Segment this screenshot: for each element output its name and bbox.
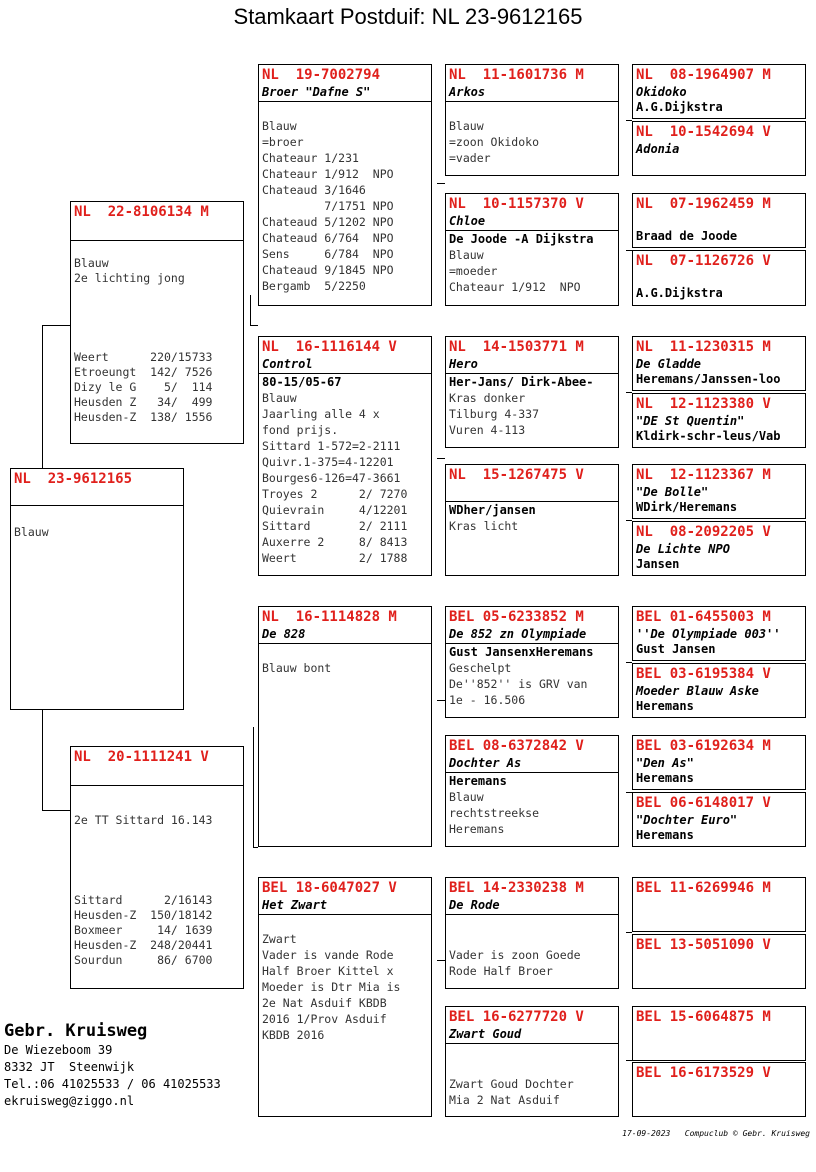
info-line [449,931,615,947]
pedigree-mother [70,746,244,989]
bird-name [636,270,802,286]
owner: Heremans [636,771,694,785]
info-line: Chateaud 9/1845 NPO [262,263,394,277]
ring-number: BEL 01-6455003 M [636,609,771,625]
info-line: Blauw [262,391,297,405]
owner: WDirk/Heremans [636,500,738,514]
info-line [74,873,240,888]
connector-line [42,325,70,326]
connector-line [437,458,445,459]
bird-name: De Rode [449,898,500,912]
connector-line [437,183,445,184]
info-line: Chateaur 1/912 NPO [262,167,394,181]
info-line: Half Broer Kittel x [262,964,394,978]
ring-number: NL 07-1962459 M [636,196,771,212]
bird-name [449,484,615,500]
bird-name [636,954,802,970]
bird-name: "De Bolle" [636,485,709,499]
owner: A.G.Dijkstra [636,100,723,114]
info-line: 2e TT Sittard 16.143 [74,813,213,827]
breeder-tel: Tel.:06 41025533 / 06 41025533 [4,1077,221,1091]
info-line: Jaarling alle 4 x [262,407,380,421]
bird-name [636,213,802,229]
owner: Kldirk-schr-leus/Vab [636,429,781,443]
bird-name: Broer "Dafne S" [262,85,371,99]
credit-line: 17-09-2023 Compuclub © Gebr. Kruisweg [622,1129,810,1138]
pedigree-fmm [445,464,619,576]
ring-number: BEL 18-6047027 V [262,880,397,896]
pedigree-ff [258,64,432,306]
info-line: Chateaur 1/231 [262,151,359,165]
info-line [74,316,240,331]
info-line: Tilburg 4-337 [449,407,540,421]
info-line: Heusden-Z 150/18142 [74,908,213,922]
info-line: Blauw [449,119,484,133]
owner: De Joode -A Dijkstra [449,232,594,246]
ring-number: NL 14-1503771 M [449,339,584,355]
info-line: Heusden-Z 248/20441 [74,938,213,952]
ring-number: NL 10-1157370 V [449,196,584,212]
info-line: 1e - 16.506 [449,693,526,707]
ring-number: NL 20-1111241 V [74,749,209,765]
pedigree-fm [258,336,432,576]
info-line [262,644,428,660]
bird-name: De 828 [262,627,306,641]
pedigree-g10 [632,663,806,718]
bird-name: "Den As" [636,756,694,770]
bird-name: Hero [449,357,478,371]
info-line: Auxerre 2 8/ 8413 [262,535,408,549]
bird-name [636,897,802,913]
owner: Gust JansenxHeremans [449,645,594,659]
info-line [449,102,615,118]
info-line: Blauw [449,248,484,262]
ring-number: BEL 11-6269946 M [636,880,771,896]
info-line [14,508,180,524]
bird-name: Control [262,357,313,371]
bird-name: Moeder Blauw Aske [636,684,759,698]
pedigree-father [70,201,244,444]
ring-number: NL 08-2092205 V [636,524,771,540]
info-line: Sourdun 86/ 6700 [74,953,213,967]
info-line [74,331,240,346]
connector-line [253,727,254,847]
info-line: Sittard 2/16143 [74,893,213,907]
info-line: Blauw [449,790,484,804]
ring-number: NL 22-8106134 M [74,204,209,220]
info-line: Kras licht [449,519,519,533]
info-line: Heusden-Z 138/ 1556 [74,410,213,424]
ring-number: NL 07-1126726 V [636,253,771,269]
breeder-info [4,1020,221,1110]
connector-line [253,847,258,848]
owner [636,1042,802,1057]
info-line: Zwart Goud Dochter [449,1077,574,1091]
ring-number: BEL 08-6372842 V [449,738,584,754]
info-line: Chateaud 3/1646 [262,183,366,197]
bird-name: Zwart Goud [449,1027,522,1041]
info-line: 7/1751 NPO [262,199,394,213]
ring-number: NL 15-1267475 V [449,467,584,483]
ring-number: NL 23-9612165 [14,471,133,487]
pedigree-g6 [632,393,806,448]
owner: Her-Jans/ Dirk-Abee- [449,375,594,389]
info-line [449,915,615,931]
info-line: fond prijs. [262,423,339,437]
pedigree-g15 [632,1006,806,1061]
page-title: Stamkaart Postduif: NL 23-9612165 [233,4,583,29]
owner: Braad de Joode [636,229,738,243]
pedigree-g4 [632,250,806,306]
info-line: Blauw [14,525,49,539]
info-line: Weert 2/ 1788 [262,551,408,565]
pedigree-mmm [445,1006,619,1117]
info-line [74,786,240,801]
pedigree-mm [258,877,432,1117]
info-line [74,858,240,873]
info-line: Moeder is Dtr Mia is [262,980,401,994]
owner: A.G.Dijkstra [636,286,723,300]
info-line: rechtstreekse [449,806,540,820]
info-line: Troyes 2 2/ 7270 [262,487,408,501]
info-line: 2e Nat Asduif KBDB [262,996,387,1010]
owner [636,157,802,172]
owner: Heremans [449,774,507,788]
bird-name: De Lichte NPO [636,542,730,556]
connector-line [42,710,43,810]
info-line: Boxmeer 14/ 1639 [74,923,213,937]
breeder-email[interactable]: ekruisweg@ziggo.nl [4,1094,135,1108]
info-line: Blauw [74,256,109,270]
info-line: =vader [449,151,491,165]
breeder-address: De Wiezeboom 39 [4,1043,113,1057]
ring-number: NL 12-1123367 M [636,467,771,483]
bird-name [636,1082,802,1098]
bird-name: Okidoko [636,85,687,99]
pedigree-g12 [632,792,806,847]
info-line: Bourges6-126=47-3661 [262,471,401,485]
ring-number: BEL 15-6064875 M [636,1009,771,1025]
ring-number: NL 12-1123380 V [636,396,771,412]
pedigree-mmf [445,877,619,989]
owner: Heremans [636,699,694,713]
info-line [74,286,240,301]
bird-name: De Gladde [636,357,702,371]
owner [636,970,802,985]
ring-number: BEL 06-6148017 V [636,795,771,811]
info-line [449,1060,615,1076]
info-line [262,915,428,931]
bird-name [636,1026,802,1042]
info-line: 2e lichting jong [74,271,185,285]
connector-line [250,295,251,325]
info-line: Chateaur 1/912 NPO [449,280,581,294]
pedigree-fff [445,64,619,176]
info-line: Quivr.1-375=4-12201 [262,455,394,469]
pedigree-main [10,468,184,710]
info-line: Geschelpt [449,661,512,675]
info-line: Kras donker [449,391,526,405]
pedigree-ffm [445,193,619,306]
pedigree-mff [445,606,619,718]
bird-name: Arkos [449,85,486,99]
pedigree-g14 [632,934,806,989]
info-line: Mia 2 Nat Asduif [449,1093,560,1107]
connector-line [437,960,445,961]
bird-name: Adonia [636,142,680,156]
owner: Jansen [636,557,680,571]
pedigree-g11 [632,735,806,790]
info-line: Vader is vande Rode [262,948,394,962]
ring-number: NL 11-1601736 M [449,67,584,83]
pedigree-g9 [632,606,806,661]
pedigree-g8 [632,521,806,576]
info-line: Zwart [262,932,297,946]
info-line: Quievrain 4/12201 [262,503,408,517]
pedigree-g1 [632,64,806,119]
info-line: Weert 220/15733 [74,350,213,364]
pedigree-g5 [632,336,806,391]
ring-number: BEL 03-6192634 M [636,738,771,754]
owner: Heremans/Janssen-loo [636,372,781,386]
ring-number: BEL 05-6233852 M [449,609,584,625]
info-line: Heremans [449,822,505,836]
info-line: Blauw [262,119,297,133]
ring-number: BEL 13-5051090 V [636,937,771,953]
info-line [74,241,240,256]
connector-line [42,325,43,468]
owner: 80-15/05-67 [262,375,342,389]
info-line: =moeder [449,264,498,278]
bird-name: ''De Olympiade 003'' [636,627,781,641]
ring-number: NL 16-1114828 M [262,609,397,625]
connector-line [626,932,632,933]
bird-name: Het Zwart [262,898,328,912]
info-line: Heusden Z 34/ 499 [74,395,213,409]
info-line: De''852'' is GRV van [449,677,588,691]
ring-number: NL 08-1964907 M [636,67,771,83]
info-line [449,1044,615,1060]
info-line: Etroeungt 142/ 7526 [74,365,213,379]
ring-number: NL 10-1542694 V [636,124,771,140]
info-line: =broer [262,135,304,149]
owner: WDher/jansen [449,503,536,517]
info-line: Sittard 1-572=2-2111 [262,439,401,453]
pedigree-mf [258,606,432,847]
info-line: Sens 6/784 NPO [262,247,394,261]
pedigree-fmf [445,336,619,448]
pedigree-g16 [632,1062,806,1117]
bird-name: "DE St Quentin" [636,414,745,428]
pedigree-g3 [632,193,806,248]
pedigree-g7 [632,464,806,519]
info-line: Chateaud 6/764 NPO [262,231,394,245]
ring-number: NL 11-1230315 M [636,339,771,355]
info-line: KBDB 2016 [262,1028,325,1042]
connector-line [42,810,70,811]
bird-name: "Dochter Euro" [636,813,738,827]
owner [636,1098,802,1113]
ring-number: BEL 14-2330238 M [449,880,584,896]
info-line: Chateaud 5/1202 NPO [262,215,394,229]
bird-name: Dochter As [449,756,522,770]
info-line: Blauw bont [262,661,332,675]
info-line: Rode Half Broer [449,964,553,978]
ring-number: NL 19-7002794 [262,67,381,83]
info-line: 2016 1/Prov Asduif [262,1012,387,1026]
info-line: =zoon Okidoko [449,135,540,149]
info-line: Dizy le G 5/ 114 [74,380,213,394]
ring-number: NL 16-1116144 V [262,339,397,355]
pedigree-mfm [445,735,619,847]
owner [636,913,802,928]
owner: Heremans [636,828,694,842]
bird-name: Chloe [449,214,486,228]
info-line [74,828,240,843]
ring-number: BEL 03-6195384 V [636,666,771,682]
info-line [74,843,240,858]
info-line [262,102,428,118]
ring-number: BEL 16-6277720 V [449,1009,584,1025]
info-line: Vuren 4-113 [449,423,526,437]
breeder-name: Gebr. Kruisweg [4,1021,148,1041]
bird-name: De 852 zn Olympiade [449,627,587,641]
pedigree-g13 [632,877,806,932]
ring-number: BEL 16-6173529 V [636,1065,771,1081]
owner: Gust Jansen [636,642,716,656]
info-line: Vader is zoon Goede [449,948,581,962]
info-line [74,301,240,316]
pedigree-g2 [632,121,806,176]
info-line: Bergamb 5/2250 [262,279,366,293]
connector-line [437,700,445,701]
breeder-city: 8332 JT Steenwijk [4,1060,135,1074]
connector-line [250,325,258,326]
info-line: Sittard 2/ 2111 [262,519,408,533]
